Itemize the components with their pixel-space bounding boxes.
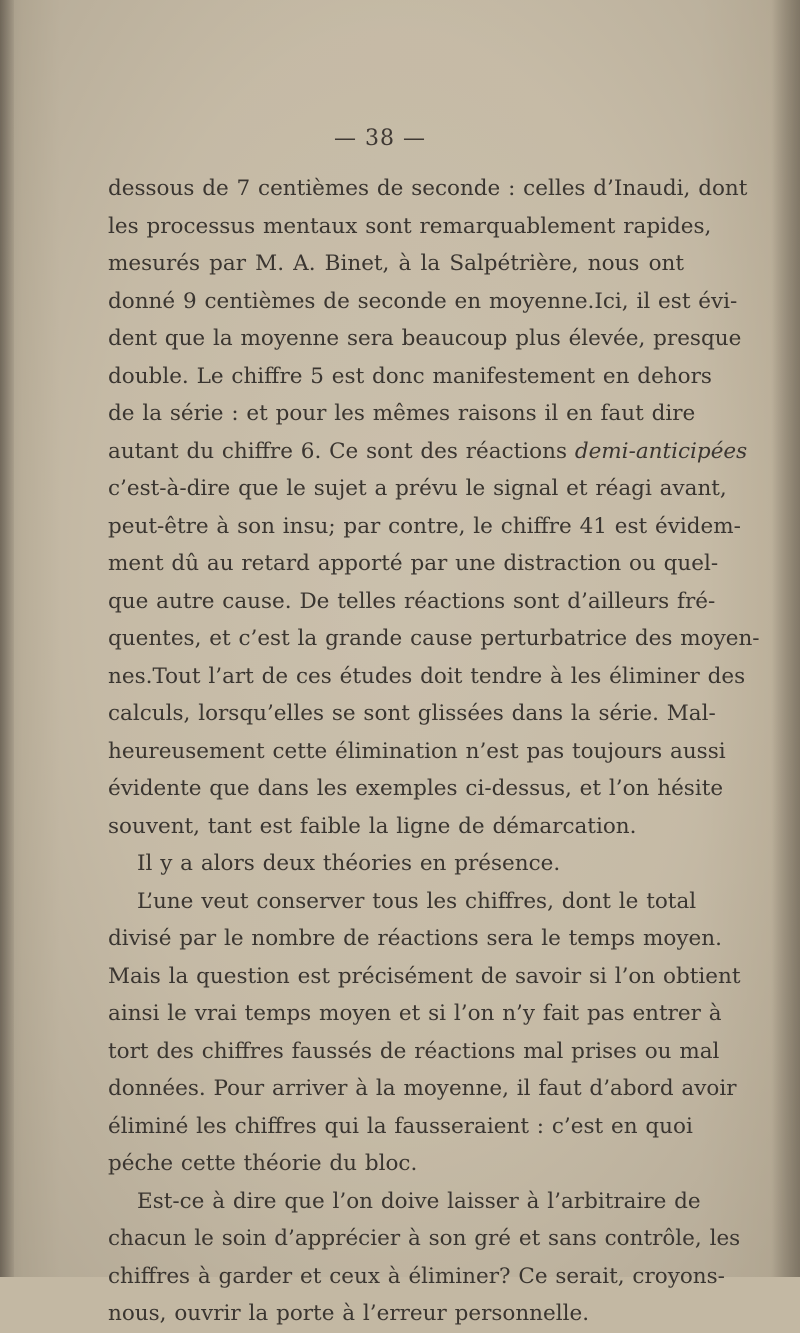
text-line-segment: autant du chiffre 6. Ce sont des réactions — [108, 438, 575, 464]
text-line: chacun le soin d’apprécier à son gré et sans contrôle, les — [108, 1226, 741, 1251]
text-line: évidente que dans les exemples ci-dessus, et l’on hésite — [108, 776, 724, 801]
text-line — [108, 433, 748, 471]
page-left-edge-shadow — [0, 0, 14, 1277]
text-line: de la série : et pour les mêmes raisons il en faut dire — [108, 401, 696, 426]
text-line: Est-ce à dire que l’on doive laisser à l’arbitraire de — [137, 1188, 701, 1214]
text-line: éliminé les chiffres qui la fausseraient : c’est en quoi — [108, 1113, 693, 1139]
text-line: que autre cause. De telles réactions sont d’ailleurs fré- — [108, 588, 716, 614]
body-text — [108, 170, 760, 1333]
text-line: nous, ouvrir la porte à l’erreur personnelle. — [108, 1301, 590, 1326]
text-line: ment dû au retard apporté par une distraction ou quel- — [108, 551, 719, 576]
text-line: peut-être à son insu; par contre, le chiffre 41 est évidem- — [108, 513, 741, 539]
text-line: mesurés par M. A. Binet, à la Salpétrière, nous ont — [108, 251, 684, 276]
text-line: c’est-à-dire que le sujet a prévu le signal et réagi avant, — [108, 476, 727, 501]
text-line: nes.Tout l’art de ces études doit tendre à les éliminer des — [108, 663, 746, 689]
text-line: ainsi le vrai temps moyen et si l’on n’y fait pas entrer à — [108, 1001, 722, 1026]
text-line: double. Le chiffre 5 est donc manifestement en dehors — [108, 363, 712, 389]
text-line: les processus mentaux sont remarquablement rapides, — [108, 213, 712, 239]
page-number: — 38 — — [334, 126, 426, 151]
text-line: souvent, tant est faible la ligne de démarcation. — [108, 813, 637, 839]
text-line: dent que la moyenne sera beaucoup plus élevée, presque — [108, 326, 742, 351]
italic-term: demi-anticipées — [574, 438, 748, 464]
text-line: tort des chiffres faussés de réactions mal prises ou mal — [108, 1038, 720, 1064]
page-right-edge-shadow — [772, 0, 800, 1277]
text-line: chiffres à garder et ceux à éliminer? Ce serait, croyons- — [108, 1263, 725, 1289]
text-line: quentes, et c’est la grande cause perturbatrice des moyen- — [108, 626, 760, 651]
text-line: donné 9 centièmes de seconde en moyenne.Ici, il est évi- — [108, 288, 738, 314]
text-line: données. Pour arriver à la moyenne, il faut d’abord avoir — [108, 1076, 737, 1101]
text-line: L’une veut conserver tous les chiffres, dont le total — [137, 888, 697, 914]
text-line: calculs, lorsqu’elles se sont glissées dans la série. Mal- — [108, 701, 716, 726]
text-line: divisé par le nombre de réactions sera le temps moyen. — [108, 926, 722, 951]
text-line: dessous de 7 centièmes de seconde : celles d’Inaudi, dont — [108, 176, 748, 201]
text-line: péche cette théorie du bloc. — [108, 1151, 418, 1176]
text-line: Mais la question est précisément de savoir si l’on obtient — [108, 963, 741, 989]
text-line: heureusement cette élimination n’est pas toujours aussi — [108, 738, 726, 764]
text-line: Il y a alors deux théories en présence. — [137, 851, 561, 876]
